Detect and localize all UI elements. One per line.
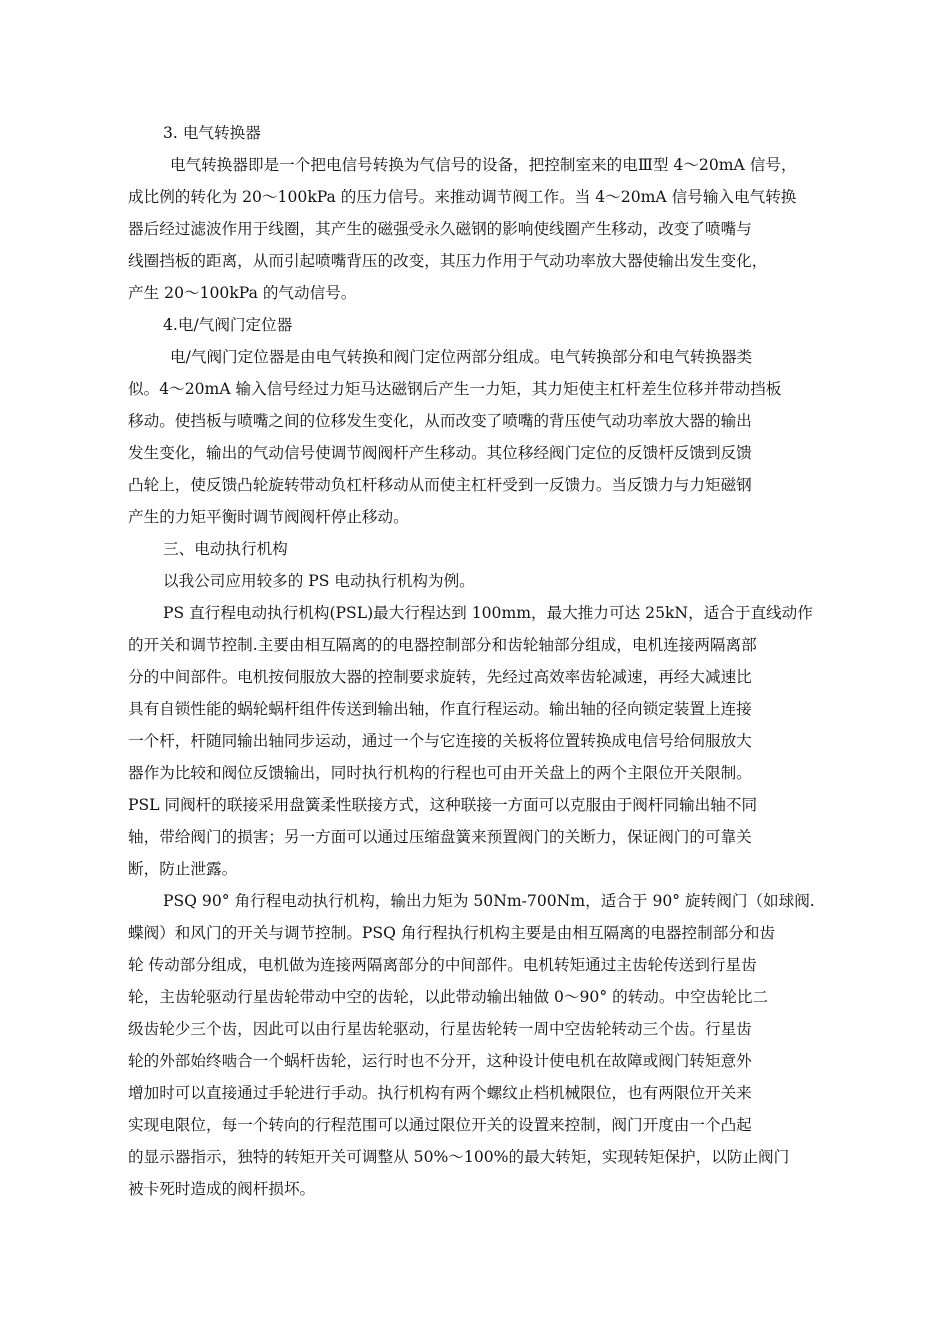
paragraph-line: 增加时可以直接通过手轮进行手动。执行机构有两个螺纹止档机械限位，也有两限位开关来 [128,1084,752,1102]
paragraph-line: 的开关和调节控制.主要由相互隔离的的电器控制部分和齿轮轴部分组成，电机连接两隔离部 [128,636,757,654]
paragraph-line: 轴，带给阀门的损害；另一方面可以通过压缩盘簧来预置阀门的关断力，保证阀门的可靠关 [128,828,752,846]
paragraph-line: 的显示器指示，独特的转矩开关可调整从 50%～100%的最大转矩，实现转矩保护，以防止阀门 [128,1148,790,1166]
paragraph-line: 器作为比较和阀位反馈输出，同时执行机构的行程也可由开关盘上的两个主限位开关限制。 [128,764,752,782]
paragraph-line: 轮，主齿轮驱动行星齿轮带动中空的齿轮，以此带动输出轴做 0～90° 的转动。中空齿轮比二 [128,988,769,1006]
paragraph-line: 级齿轮少三个齿，因此可以由行星齿轮驱动，行星齿轮转一周中空齿轮转动三个齿。行星齿 [128,1020,752,1038]
paragraph-line: 电/气阀门定位器是由电气转换和阀门定位两部分组成。电气转换部分和电气转换器类 [170,348,753,366]
paragraph-line: 器后经过滤波作用于线圈，其产生的磁强受永久磁钢的影响使线圈产生移动，改变了喷嘴与 [128,220,752,238]
paragraph-line: 分的中间部件。电机按伺服放大器的控制要求旋转，先经过高效率齿轮减速，再经大减速比 [128,668,752,686]
paragraph-line: 实现电限位，每一个转向的行程范围可以通过限位开关的设置来控制，阀门开度由一个凸起 [128,1116,752,1134]
paragraph-line: 电气转换器即是一个把电信号转换为气信号的设备，把控制室来的电Ⅲ型 4～20mA 信号， [170,156,797,174]
paragraph-line: PS 直行程电动执行机构(PSL)最大行程达到 100mm，最大推力可达 25kN，适合于直线动作 [163,604,813,622]
paragraph-line: 具有自锁性能的蜗轮蜗杆组件传送到输出轴，作直行程运动。输出轴的径向锁定装置上连接 [128,700,752,718]
paragraph-line: 一个杆，杆随同输出轴同步运动，通过一个与它连接的关板将位置转换成电信号给伺服放大 [128,732,752,750]
section-heading: 3. 电气转换器 [163,124,261,142]
paragraph-line: 凸轮上，使反馈凸轮旋转带动负杠杆移动从而使主杠杆受到一反馈力。当反馈力与力矩磁钢 [128,476,752,494]
paragraph-line: 产生 20～100kPa 的气动信号。 [128,284,357,302]
paragraph-line: 线圈挡板的距离，从而引起喷嘴背压的改变，其压力作用于气动功率放大器使输出发生变化， [128,252,768,270]
section-heading: 4.电/气阀门定位器 [163,316,293,334]
paragraph-line: PSQ 90° 角行程电动执行机构，输出力矩为 50Nm-700Nm，适合于 90° 旋转阀门（如球阀. [163,892,815,910]
paragraph-line: 成比例的转化为 20～100kPa 的压力信号。来推动调节阀工作。当 4～20mA 信号输入电气转换 [128,188,797,206]
paragraph-line: 移动。使挡板与喷嘴之间的位移发生变化，从而改变了喷嘴的背压使气动功率放大器的输出 [128,412,752,430]
paragraph-line: PSL 同阀杆的联接采用盘簧柔性联接方式，这种联接一方面可以克服由于阀杆同输出轴不同 [128,796,758,814]
paragraph-line: 被卡死时造成的阀杆损坏。 [128,1180,316,1198]
paragraph-line: 蝶阀）和风门的开关与调节控制。PSQ 角行程执行机构主要是由相互隔离的电器控制部分和齿 [128,924,776,942]
paragraph-line: 发生变化，输出的气动信号使调节阀阀杆产生移动。其位移经阀门定位的反馈杆反馈到反馈 [128,444,752,462]
paragraph-line: 断，防止泄露。 [128,860,238,878]
section-heading: 三、电动执行机构 [163,540,288,558]
paragraph-line: 轮 传动部分组成，电机做为连接两隔离部分的中间部件。电机转矩通过主齿轮传送到行星齿 [128,956,757,974]
paragraph-line: 以我公司应用较多的 PS 电动执行机构为例。 [163,572,475,590]
paragraph-line: 轮的外部始终啮合一个蜗杆齿轮，运行时也不分开，这种设计使电机在故障或阀门转矩意外 [128,1052,752,1070]
paragraph-line: 产生的力矩平衡时调节阀阀杆停止移动。 [128,508,409,526]
paragraph-line: 似。4～20mA 输入信号经过力矩马达磁钢后产生一力矩，其力矩使主杠杆差生位移并带动挡板 [128,380,782,398]
